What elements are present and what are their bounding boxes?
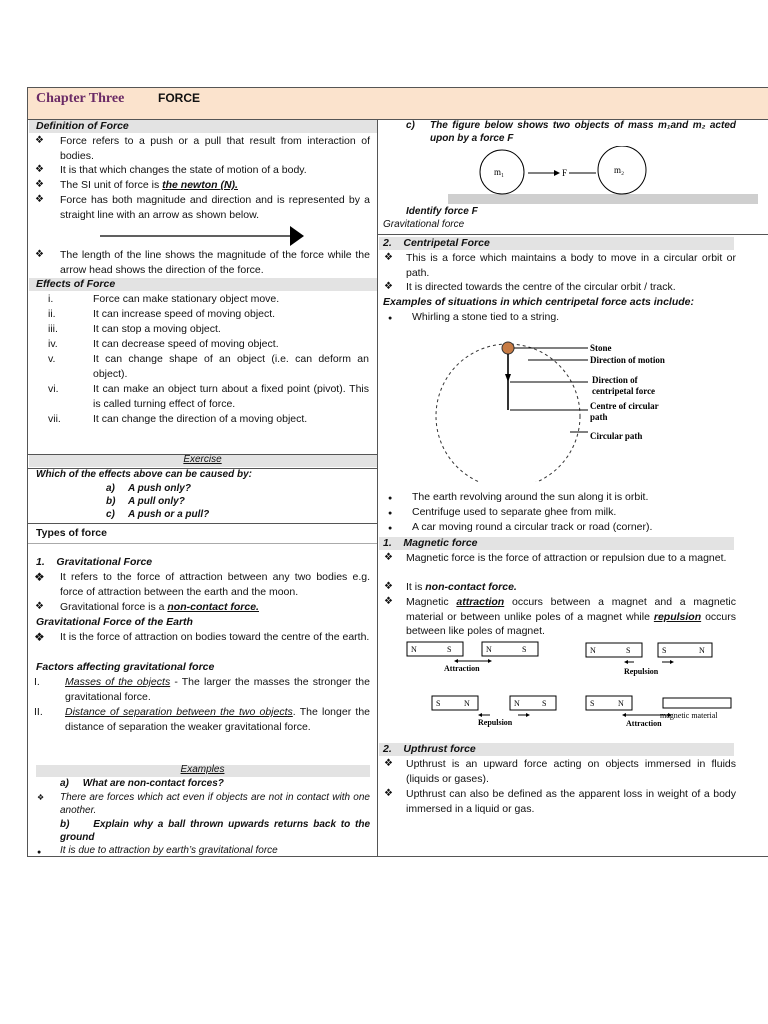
- motion-label: Direction of motion: [590, 355, 665, 365]
- effect-text: It can increase speed of moving object.: [93, 308, 276, 320]
- force-label: F: [562, 168, 568, 178]
- magnetic-text: Magnetic: [406, 596, 449, 608]
- magnetic-heading: 1. Magnetic force: [383, 537, 478, 549]
- types-rule: [28, 543, 377, 544]
- bullet-icon: ●: [388, 315, 393, 322]
- arrow-left-icon: [478, 713, 482, 717]
- exercise-item-label: b): [106, 496, 116, 507]
- centripetal-divider: [378, 234, 768, 235]
- gravitational-point: It refers to the force of attraction between any two bodies e.g. force of attraction between the earth and the moon.: [60, 571, 370, 598]
- effect-number: iv.: [48, 338, 58, 350]
- diamond-icon: ❖: [384, 281, 393, 292]
- magnetic-material-label: magnetic material: [660, 711, 718, 720]
- factor-term: Distance of separation between the two objects: [65, 706, 293, 718]
- bullet-icon: ●: [388, 525, 393, 532]
- centre-label: path: [590, 412, 608, 422]
- definition-point: [60, 178, 238, 193]
- diamond-icon: ❖: [34, 570, 45, 584]
- column-divider: [377, 119, 378, 857]
- centripetal-example: The earth revolving around the sun along it is orbit.: [412, 491, 649, 503]
- example-question: b) Explain why a ball thrown upwards returns back to the ground: [60, 819, 373, 843]
- upthrust-point: Upthrust is an upward force acting on objects immersed in fluids (liquids or gases).: [406, 758, 736, 785]
- types-divider: [28, 523, 377, 524]
- factor-number: II.: [34, 706, 43, 718]
- centripetal-direction-label: centripetal force: [592, 386, 656, 396]
- magnetic-point: [406, 580, 517, 595]
- centripetal-example: Whirling a stone tied to a string.: [412, 311, 560, 323]
- upthrust-heading: 2. Upthrust force: [383, 743, 476, 755]
- definition-point: Force refers to a push or a pull that result from interaction of bodies.: [60, 135, 370, 162]
- question-c-text: The figure below shows two objects of mass m₁and m₂ acted upon by a force F: [430, 120, 736, 144]
- non-contact-text: Gravitational force is a: [60, 601, 165, 613]
- diamond-icon: ❖: [384, 552, 393, 563]
- gravitational-point: [60, 600, 259, 615]
- effect-text: It can decrease speed of moving object.: [93, 338, 279, 350]
- si-unit-text: The SI unit of force is: [60, 179, 160, 191]
- si-unit-value: the newton (N).: [162, 179, 238, 191]
- diamond-icon: ❖: [37, 793, 45, 802]
- effect-number: vii.: [48, 413, 61, 425]
- example-answer: It is due to attraction by earth’s gravitational force: [60, 845, 278, 856]
- centripetal-arrow-icon: [505, 374, 511, 382]
- arrow-left-icon: [624, 660, 628, 664]
- factor-explanation: . The longer the distance of separation the weaker gravitational force.: [65, 706, 370, 733]
- bullet-icon: ●: [37, 849, 42, 856]
- pole-label: N: [411, 645, 417, 654]
- diamond-icon: ❖: [35, 135, 44, 146]
- arrow-right-icon: [526, 713, 530, 717]
- diamond-icon: ❖: [35, 164, 44, 175]
- effect-text: Force can make stationary object move.: [93, 293, 280, 305]
- effect-text: It can stop a moving object.: [93, 323, 221, 335]
- centripetal-examples-heading: Examples of situations in which centripetal force acts include:: [383, 296, 694, 308]
- diamond-icon: ❖: [384, 788, 393, 799]
- centripetal-point: It is directed towards the centre of the circular orbit / track.: [406, 281, 676, 293]
- chapter-label: Chapter Three: [36, 91, 125, 106]
- examples-title: Examples: [180, 764, 225, 775]
- question-c-label: c): [406, 120, 415, 131]
- effect-number: vi.: [48, 383, 59, 395]
- magnet-poles-diagram: [378, 638, 768, 728]
- exercise-item: A pull only?: [128, 496, 185, 507]
- exercise-question: Which of the effects above can be caused by:: [36, 469, 252, 480]
- pole-label: N: [699, 646, 705, 655]
- ground-surface: [448, 194, 758, 204]
- attraction-term: attraction: [456, 596, 505, 608]
- example-question: a) What are non-contact forces?: [60, 778, 224, 789]
- gravitational-earth-point: It is the force of attraction on bodies toward the centre of the earth.: [60, 631, 370, 643]
- whirling-stone-diagram: [378, 334, 768, 482]
- attraction-label: Attraction: [444, 664, 480, 673]
- diamond-icon: ❖: [384, 581, 393, 592]
- centripetal-heading: 2. Centripetal Force: [383, 237, 490, 249]
- exercise-item: A push only?: [128, 483, 191, 494]
- magnetic-material-bar: [663, 698, 731, 708]
- force-arrow-icon: [554, 170, 560, 176]
- pole-label: S: [436, 699, 441, 708]
- pole-label: N: [514, 699, 520, 708]
- diamond-icon: ❖: [35, 601, 44, 612]
- pole-label: S: [590, 699, 595, 708]
- exercise-item-label: c): [106, 509, 115, 520]
- effects-heading: Effects of Force: [36, 278, 116, 290]
- gravitational-heading: 1. Gravitational Force: [36, 556, 153, 568]
- pole-label: N: [464, 699, 470, 708]
- identify-answer: Gravitational force: [383, 219, 465, 230]
- exercise-title: Exercise: [183, 454, 222, 465]
- factor-term: Masses of the objects: [65, 676, 171, 688]
- effect-number: i.: [48, 293, 54, 305]
- definition-heading: Definition of Force: [36, 120, 129, 132]
- effect-number: v.: [48, 353, 56, 365]
- identify-prompt: Identify force F: [406, 206, 478, 217]
- magnetic-point: [406, 595, 736, 639]
- exercise-item-label: a): [106, 483, 115, 494]
- centre-label: Centre of circular: [590, 401, 659, 411]
- pole-label: S: [522, 645, 527, 654]
- pole-label: S: [447, 645, 452, 654]
- circular-path-label: Circular path: [590, 431, 643, 441]
- non-contact-term: non-contact force.: [425, 581, 517, 593]
- example-answer: There are forces which act even if objects are not in contact with one another.: [60, 792, 370, 816]
- exercise-item: A push or a pull?: [128, 509, 210, 520]
- pole-label: S: [662, 646, 667, 655]
- pole-label: N: [486, 645, 492, 654]
- chapter-title: FORCE: [158, 91, 200, 105]
- repulsion-label: Repulsion: [478, 718, 513, 727]
- diamond-icon: ❖: [384, 252, 393, 263]
- repulsion-term: repulsion: [653, 610, 702, 623]
- effect-text: It can change the direction of a moving object.: [93, 413, 308, 425]
- definition-point: The length of the line shows the magnitude of the force while the arrow head shows the direction of the force.: [60, 249, 370, 276]
- types-heading: Types of force: [36, 527, 107, 539]
- magnetic-text: occurs between like poles of magnet.: [406, 610, 736, 637]
- diamond-icon: ❖: [34, 630, 45, 644]
- pole-label: S: [542, 699, 547, 708]
- diamond-icon: ❖: [384, 758, 393, 769]
- diamond-icon: ❖: [35, 249, 44, 260]
- attraction-label: Attraction: [626, 719, 662, 728]
- non-contact-term: non-contact force.: [167, 601, 259, 613]
- factors-heading: Factors affecting gravitational force: [36, 661, 215, 673]
- repulsion-label: Repulsion: [624, 667, 659, 676]
- centripetal-direction-label: Direction of: [592, 375, 638, 385]
- centripetal-example: A car moving round a circular track or road (corner).: [412, 521, 653, 533]
- factor-text: [65, 705, 370, 734]
- non-contact-text: It is: [406, 581, 423, 593]
- effect-text: It can make an object turn about a fixed point (pivot). This is called turning effect of force.: [93, 383, 369, 410]
- magnetic-point: Magnetic force is the force of attraction or repulsion due to a magnet.: [406, 552, 727, 564]
- mass-2-label: m₂: [614, 165, 625, 175]
- diamond-icon: ❖: [384, 596, 393, 607]
- definition-point: Force has both magnitude and direction and is represented by a straight line with an arrow as shown below.: [60, 194, 370, 221]
- stone-label: Stone: [590, 343, 612, 353]
- bullet-icon: ●: [388, 495, 393, 502]
- diamond-icon: ❖: [35, 194, 44, 205]
- effect-number: ii.: [48, 308, 56, 320]
- gravitational-earth-heading: Gravitational Force of the Earth: [36, 616, 193, 628]
- stone-icon: [502, 342, 514, 354]
- arrow-head-icon: [290, 226, 304, 246]
- pole-label: S: [626, 646, 631, 655]
- arrow-left-icon: [454, 659, 458, 663]
- diamond-icon: ❖: [35, 179, 44, 190]
- effect-text: It can change shape of an object (i.e. can deform an object).: [93, 353, 369, 380]
- bullet-icon: ●: [388, 510, 393, 517]
- pole-label: N: [590, 646, 596, 655]
- upthrust-point: Upthrust can also be defined as the apparent loss in weight of a body immersed in a liquid or gas.: [406, 788, 736, 815]
- force-arrow-diagram: [28, 223, 376, 249]
- mass-1-label: m₁: [494, 167, 505, 177]
- factor-text: [65, 675, 370, 704]
- definition-point: It is that which changes the state of motion of a body.: [60, 164, 307, 176]
- centripetal-point: This is a force which maintains a body to move in a circular orbit or path.: [406, 252, 736, 279]
- arrow-right-icon: [670, 660, 674, 664]
- pole-label: N: [618, 699, 624, 708]
- factor-explanation: - The larger the masses the stronger the gravitational force.: [65, 676, 370, 703]
- effect-number: iii.: [48, 323, 58, 335]
- magnetic-text: occurs between a magnet and a magnetic material or between unlike poles of a magnet while: [406, 596, 736, 623]
- centripetal-example: Centrifuge used to separate ghee from milk.: [412, 506, 617, 518]
- chapter-header: [28, 88, 768, 120]
- notes-page: [27, 87, 768, 857]
- arrow-right-icon: [488, 659, 492, 663]
- two-masses-diagram: [378, 146, 768, 212]
- factor-number: I.: [34, 676, 40, 688]
- arrow-left-icon: [622, 713, 626, 717]
